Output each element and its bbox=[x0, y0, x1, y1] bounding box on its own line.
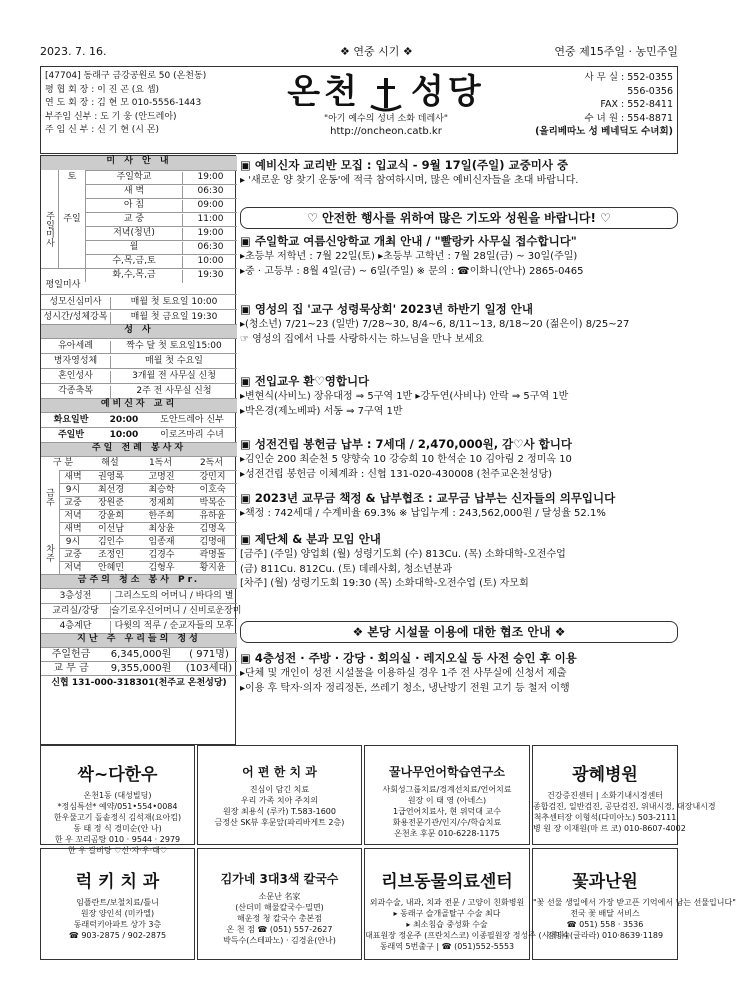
server-cell: 황지윤 bbox=[199, 563, 226, 573]
ad-line: 한 우 갈비탕 ♡신·자·우·대♡ bbox=[67, 845, 168, 855]
info-value: 짝수 달 첫 토요일15:00 bbox=[126, 341, 222, 351]
server-cell: 9시 bbox=[65, 485, 81, 495]
ad-line: 동래역 5번출구 | ☎ (051)552-5553 bbox=[379, 941, 515, 951]
header-bar bbox=[40, 44, 678, 66]
officer-line: 평 협 회 장 : 이 진 곤 (요 셉) bbox=[45, 84, 160, 95]
ad-line: ☎ 903-2875 / 902-2875 bbox=[68, 930, 167, 940]
ad-box[interactable] bbox=[532, 848, 736, 960]
info-value: 매월 첫 금요일 19:30 bbox=[130, 312, 218, 322]
ad-line: 소문난 名家 bbox=[258, 891, 301, 901]
server-cell: 강민지 bbox=[199, 472, 226, 482]
sunday-label: 주일 bbox=[63, 214, 81, 224]
server-cell: 김인수 bbox=[97, 537, 125, 547]
info-label: 교리실/강당 bbox=[41, 606, 111, 619]
server-cell: 김명애 bbox=[199, 537, 226, 547]
ad-title: 김가네 3대3색 칼국수 bbox=[220, 872, 339, 886]
offering-row bbox=[41, 647, 237, 661]
offering-label: 주일헌금 bbox=[51, 649, 91, 660]
ad-line: "꽃 선물 생일에서 가장 받고픈 기억에서 남는 선물입니다" bbox=[533, 897, 736, 907]
ad-line: 금정산 SK뷰 후문앞(파리바게트 2층) bbox=[214, 817, 345, 827]
server-cell: 장원준 bbox=[97, 498, 125, 508]
server-cell: 곽명돌 bbox=[199, 550, 226, 560]
class-teacher: 이로즈마리 수녀 bbox=[160, 430, 224, 440]
ad-box[interactable] bbox=[197, 848, 362, 960]
notice-banner: ❖ 본당 시설물 이용에 대한 협조 안내 ❖ bbox=[240, 621, 678, 643]
notice-heading: ▣ 영성의 집 '교구 성령묵상회' 2023년 하반기 일정 안내 bbox=[240, 302, 534, 316]
mass-time: 11:00 bbox=[182, 214, 238, 227]
section-title: 주일 전례 봉사자 bbox=[41, 442, 237, 456]
server-cell: 한주희 bbox=[148, 511, 175, 521]
notice-line: ▸초등부 저학년 : 7월 22일(토) ▸초등부 고학년 : 7월 28일(금) ~ 30일(주일) bbox=[240, 251, 578, 263]
notice-line: ▸책정 : 742세대 / 수계비율 69.3% ※ 납입누계 : 243,562,000원 / 달성율 52.1% bbox=[240, 508, 606, 520]
server-cell: 유하윤 bbox=[199, 511, 226, 521]
section-title: 성 사 bbox=[41, 324, 237, 338]
ad-title: 광혜병원 bbox=[572, 765, 638, 785]
ad-line: 우리 가족 치아 주치의 bbox=[240, 795, 319, 805]
parish-logo bbox=[256, 71, 516, 149]
info-label: 성시간/성체강복 bbox=[41, 312, 111, 325]
mass-name: 주일학교 bbox=[116, 172, 152, 182]
notice-line: ▸박은경(제노베파) 서동 ⇒ 7구역 1반 bbox=[240, 405, 403, 417]
server-cell: 저녁 bbox=[64, 511, 82, 521]
server-cell: 새벽 bbox=[64, 524, 82, 534]
info-label: 성모신심미사 bbox=[41, 297, 111, 310]
server-cell: 저녁 bbox=[64, 563, 82, 573]
mass-time: 19:00 bbox=[182, 172, 238, 185]
mass-row bbox=[85, 184, 237, 198]
class-teacher: 도안드레아 신부 bbox=[160, 415, 224, 425]
mass-name: 화,수,목,금 bbox=[112, 270, 156, 280]
sunday-mass-label: 주일미사 bbox=[41, 170, 59, 268]
contact-info bbox=[513, 71, 673, 139]
info-label: 유아세례 bbox=[41, 341, 111, 354]
server-cell: 교중 bbox=[64, 498, 82, 508]
mass-name: 교 중 bbox=[123, 214, 145, 224]
ad-line: 한 우 꼬리곰탕 010 · 9544 · 2979 bbox=[54, 834, 181, 844]
cross-icon bbox=[369, 76, 403, 112]
mass-time: 06:30 bbox=[182, 242, 238, 255]
contact-line: (올리베따노 성 베네딕도 수녀회) bbox=[535, 126, 673, 137]
mass-time: 06:30 bbox=[182, 186, 238, 199]
info-row bbox=[41, 603, 242, 618]
server-row bbox=[59, 496, 237, 509]
ad-line: 외과수술, 내과, 치과 전문 / 고양이 친화병원 bbox=[369, 897, 525, 907]
notice-heading: ▣ 2023년 교무금 책정 & 납부협조 : 교무금 납부는 신자들의 의무입니다 bbox=[240, 491, 616, 505]
ad-line: 동래럭키아파트 상가 3층 bbox=[73, 919, 162, 929]
server-cell: 교중 bbox=[64, 550, 82, 560]
issue-date: 2023. 7. 16. bbox=[40, 45, 107, 58]
server-cell: 김명옥 bbox=[199, 524, 226, 534]
offering-amount: 6,345,000원 bbox=[110, 649, 172, 660]
section-title: 예비신자 교리 bbox=[41, 398, 237, 412]
liturgical-season: ❖ 연중 시기 ❖ bbox=[340, 45, 413, 58]
notice-heading: ▣ 4층성전 · 주방 · 강당 · 회의실 · 레지오실 등 사전 승인 후 이용 bbox=[240, 651, 577, 665]
ad-line: 원장 이 태 영 (아녜스) bbox=[407, 795, 487, 805]
saturday-label: 토 bbox=[67, 172, 77, 182]
logo-slogan: "아기 예수의 성녀 소화 데레사" bbox=[323, 114, 449, 125]
ad-title: 꿀나무언어학습연구소 bbox=[389, 765, 505, 779]
ad-line: 온 천 점 ☎ (051) 557-2627 bbox=[226, 924, 333, 934]
officer-line: 부주임 신부 : 도 기 웅 (안드레아) bbox=[45, 111, 177, 122]
info-label: 4층계단 bbox=[41, 621, 111, 634]
ad-line: (산더미 해물칼국수·밀면) bbox=[235, 902, 324, 912]
server-cell: 임종재 bbox=[148, 537, 175, 547]
notice-line: ▸ '새로운 양 찾기 운동'에 적극 참여하시며, 많은 예비신자들을 초대 바랍니다. bbox=[240, 175, 579, 187]
info-row bbox=[41, 353, 237, 368]
ad-line: 병 원 장 이재원(마 르 코) 010-8607-4002 bbox=[533, 823, 686, 833]
notice-line: ☞ 영성의 집에서 나를 사랑하시는 하느님을 만나 보세요 bbox=[240, 333, 484, 345]
notice-heading: ▣ 예비신자 교리반 모집 : 입교식 - 9월 17일(주일) 교중미사 중 bbox=[240, 158, 569, 172]
mass-row bbox=[85, 254, 237, 268]
info-row bbox=[41, 618, 237, 633]
notice-heading: ▣ 전입교우 환♡영합니다 bbox=[240, 374, 370, 388]
section-title: 금주의 청소 봉사 Pr. bbox=[41, 574, 237, 588]
schedule-table bbox=[40, 155, 242, 745]
ad-line: 동 태 정 식 경미순(안 나) bbox=[73, 823, 162, 833]
notice-line: ▸김인순 200 최순천 5 양향숙 10 강승희 10 한석순 10 김아림 2 정미옥 10 bbox=[240, 454, 572, 466]
mass-row bbox=[85, 170, 237, 184]
server-cell: 정재희 bbox=[148, 498, 175, 508]
class-time: 20:00 bbox=[109, 415, 139, 425]
mass-row bbox=[85, 212, 237, 226]
servers-head bbox=[41, 456, 237, 470]
ad-line: 척추센터장 이형석(다미아노) 503-2111 bbox=[533, 812, 677, 822]
server-cell: 박복순 bbox=[199, 498, 226, 508]
ad-title: 싹~다한우 bbox=[77, 765, 158, 785]
address-line: [47704] 동래구 금강공원로 50 (온천동) bbox=[45, 71, 207, 81]
contact-line: 수 녀 원 : 554-8871 bbox=[584, 112, 673, 124]
mass-name: 저녁(청년) bbox=[113, 228, 155, 238]
notice-item bbox=[240, 159, 678, 187]
officer-line: 연 도 회 장 : 김 현 모 010-5556-1443 bbox=[45, 98, 202, 108]
ad-line: *정심특선* 예약/051•554•0084 bbox=[57, 801, 178, 811]
info-label: 각종축복 bbox=[41, 386, 111, 399]
ad-box[interactable] bbox=[40, 745, 195, 855]
info-value: 2주 전 사무실 신청 bbox=[136, 386, 212, 396]
contact-line: 556-0356 bbox=[627, 85, 673, 97]
ad-line: ☎ 051) 558 · 3536 bbox=[566, 919, 644, 929]
offering-amount: 9,355,000원 bbox=[110, 663, 172, 674]
ad-line: 임플란트/보철치료/틀니 bbox=[76, 897, 159, 907]
info-value: 다윗의 적루 / 순교자들의 모후 bbox=[114, 621, 234, 631]
info-value: 3개월 전 사무실 신청 bbox=[132, 371, 216, 381]
notice-line: ▸중 · 고등부 : 8월 4일(금) ~ 6일(주일) ※ 문의 : ☎이화니(안나) 2865-0465 bbox=[240, 265, 584, 277]
section-title: 지난 주 우리들의 정성 bbox=[41, 633, 237, 647]
ad-line: 해운정 청 칼국수 총본점 bbox=[237, 913, 322, 923]
class-name: 화요일반 bbox=[53, 415, 89, 425]
officer-line: 주 임 신 부 : 신 기 현 (시 몬) bbox=[45, 125, 160, 135]
notice-banner: ♡ 안전한 행사를 위하여 많은 기도와 성원을 바랍니다! ♡ bbox=[240, 207, 678, 229]
notice-item bbox=[240, 303, 678, 345]
info-label: 병자영성체 bbox=[41, 356, 111, 369]
info-row bbox=[41, 294, 237, 309]
server-cell: 강윤희 bbox=[97, 511, 125, 521]
server-cell: 안혜민 bbox=[97, 563, 125, 573]
ad-title: 꽃과난원 bbox=[572, 872, 638, 892]
server-row bbox=[59, 509, 237, 522]
notice-line: ▸단체 및 개인이 성전 시설물을 이용하실 경우 1주 전 사무실에 신청서 제출 bbox=[240, 668, 567, 680]
catechism-row bbox=[41, 412, 237, 427]
server-row bbox=[59, 470, 237, 483]
notice-item bbox=[240, 652, 678, 694]
parish-url[interactable]: http://oncheon.catb.kr bbox=[330, 126, 442, 138]
ad-line: 전국 꽃 배달 서비스 bbox=[570, 908, 640, 918]
ad-line: 종합검진, 일반검진, 공단검진, 위내시경, 대장내시경 bbox=[533, 801, 716, 811]
ad-title: 리브동물의료센터 bbox=[381, 872, 513, 892]
contact-line: FAX : 552-8411 bbox=[600, 99, 673, 110]
server-row bbox=[59, 483, 237, 496]
notice-line: [금주] (주일) 양업회 (월) 성령기도회 (수) 813Cu. (목) 소화대학-오전수업 bbox=[240, 549, 566, 561]
info-value: 그리스도의 어머니 / 바다의 별 bbox=[114, 591, 234, 601]
mass-title: 미 사 안 내 bbox=[41, 156, 237, 170]
notice-line: [차주] (월) 성령기도회 19:30 (목) 소화대학-오전수업 (토) 자모회 bbox=[240, 578, 529, 590]
mass-name: 월 bbox=[129, 242, 139, 252]
ad-line: 원장 양인석 (미카엘) bbox=[80, 908, 155, 918]
mass-row bbox=[85, 198, 237, 212]
logo-title-right: 성당 bbox=[411, 72, 485, 112]
server-cell: 최선경 bbox=[97, 485, 125, 495]
ad-line: ▸ 동래구 슬개골탈구 수술 최다 bbox=[393, 908, 501, 918]
server-row bbox=[59, 535, 237, 548]
notice-item bbox=[240, 375, 678, 417]
server-row bbox=[59, 548, 237, 561]
notice-heading: ▣ 주일학교 여름신앙학교 개최 안내 / "빨랑카 사무실 접수합니다" bbox=[240, 234, 577, 248]
servers-col-head: 2독서 bbox=[199, 458, 224, 468]
info-row bbox=[41, 309, 237, 324]
this-week-label: 금주 bbox=[44, 488, 54, 506]
mass-time: 10:00 bbox=[182, 256, 238, 269]
server-cell: 김형우 bbox=[148, 563, 175, 573]
bank-account: 신협 131-000-318301(천주교 온천성당) bbox=[41, 675, 237, 691]
offering-label: 교 무 금 bbox=[53, 663, 89, 674]
notice-item bbox=[240, 533, 678, 590]
notice-line: ▸변현식(사비노) 장유대정 ⇒ 5구역 1반 ▸강두연(사비나) 안락 ⇒ 5구역 1반 bbox=[240, 391, 569, 403]
ad-line: 건강증진센터 | 소화기내시경센터 bbox=[547, 790, 663, 800]
server-cell: 김경수 bbox=[148, 550, 175, 560]
ad-line: 김명숙(글라라) 010·8639·1189 bbox=[546, 930, 664, 940]
mass-name: 새 벽 bbox=[123, 186, 145, 196]
info-label: 3층성전 bbox=[41, 591, 111, 604]
logo-title-left: 온천 bbox=[287, 72, 361, 112]
notice-heading: ▣ 제단체 & 분과 모임 안내 bbox=[240, 532, 381, 546]
notice-item bbox=[240, 235, 678, 277]
ad-line: 진심이 담긴 치료 bbox=[249, 784, 310, 794]
ad-title: 럭 키 치 과 bbox=[75, 872, 160, 892]
ad-line: 원장 최용식 (루카) T.583-1600 bbox=[223, 806, 336, 816]
offering-count: (103세대) bbox=[185, 663, 233, 674]
info-value: 매월 첫 수요일 bbox=[145, 356, 203, 366]
notice-line: ▸이용 후 탁자·의자 정리정돈, 쓰레기 청소, 냉난방기 전원 고기 등 철저 이행 bbox=[240, 682, 570, 694]
info-row bbox=[41, 588, 237, 603]
class-name: 주일반 bbox=[57, 430, 85, 440]
servers-col-head: 해설 bbox=[101, 458, 119, 468]
server-cell: 권영록 bbox=[97, 472, 125, 482]
catechism-row bbox=[41, 427, 237, 442]
ad-line: 한우물고기 돌솥정식 김석재(요아킴) bbox=[53, 812, 182, 822]
parish-officers bbox=[45, 70, 245, 138]
ad-box[interactable] bbox=[364, 848, 568, 960]
info-label: 혼인성사 bbox=[41, 371, 111, 384]
mass-row bbox=[85, 268, 237, 282]
ad-box[interactable] bbox=[197, 745, 362, 845]
server-cell: 9시 bbox=[65, 537, 81, 547]
next-week-label: 차주 bbox=[44, 544, 54, 562]
ad-box[interactable] bbox=[364, 745, 530, 845]
notice-item bbox=[240, 492, 678, 520]
info-value: 슬기로우신어머니 / 신비로운장미 bbox=[111, 606, 242, 616]
notice-line: ▸성전건립 봉헌금 이체계좌 : 신협 131-020-430008 (천주교온천성당) bbox=[240, 468, 553, 480]
offering-row bbox=[41, 661, 237, 675]
server-cell: 새벽 bbox=[64, 472, 82, 482]
mass-time: 09:00 bbox=[182, 200, 238, 213]
info-value: 매월 첫 토요일 10:00 bbox=[130, 297, 218, 307]
server-cell: 고명진 bbox=[148, 472, 175, 482]
ad-line: 온천1동 (대성빌딩) bbox=[83, 790, 152, 800]
server-cell: 이선남 bbox=[97, 524, 125, 534]
ad-line: 온천초 후문 010-6228-1175 bbox=[394, 828, 500, 838]
server-cell: 이호숙 bbox=[199, 485, 226, 495]
ad-title: 어 편 한 치 과 bbox=[242, 765, 317, 779]
ad-line: 사회성그룹치료/경계선치료/언어치료 bbox=[382, 784, 512, 794]
ad-line: ▸ 최소침습 중성화 수술 bbox=[406, 919, 488, 929]
server-row bbox=[59, 522, 237, 535]
offering-count: ( 971명) bbox=[189, 649, 229, 660]
servers-col-head: 1독서 bbox=[148, 458, 173, 468]
mass-row bbox=[85, 226, 237, 240]
notices-area bbox=[240, 155, 678, 745]
masthead bbox=[40, 66, 678, 154]
servers-col-head: 구 분 bbox=[52, 458, 74, 468]
ad-box[interactable] bbox=[532, 745, 716, 845]
mass-time: 19:00 bbox=[182, 228, 238, 241]
server-row bbox=[59, 561, 237, 574]
mass-name: 수,목,금,토 bbox=[112, 256, 156, 266]
server-cell: 조정인 bbox=[97, 550, 125, 560]
contact-line: 사 무 실 : 552-0355 bbox=[584, 72, 673, 83]
mass-time: 19:30 bbox=[182, 270, 238, 283]
server-cell: 최상윤 bbox=[148, 524, 175, 534]
notice-heading: ▣ 성전건립 봉헌금 납부 : 7세대 / 2,470,000원, 감♡사 합니다 bbox=[240, 437, 572, 451]
mass-name: 아 침 bbox=[123, 200, 145, 210]
sunday-title: 연중 제15주일 · 농민주일 bbox=[554, 45, 678, 58]
notice-item bbox=[240, 438, 678, 480]
notice-line: ▸(청소년) 7/21~23 (일반) 7/28~30, 8/4~6, 8/11~13, 8/18~20 (젊은이) 8/25~27 bbox=[240, 319, 630, 331]
ad-box[interactable] bbox=[40, 848, 195, 960]
ad-line: 박득수(스테파노) · 김경윤(안나) bbox=[223, 935, 336, 945]
ad-line: 1급언어치료사, 현 위덕대 교수 bbox=[393, 806, 501, 816]
info-row bbox=[41, 368, 237, 383]
notice-line: (금) 811Cu. 812Cu. (토) 데레사회, 청소년분과 bbox=[240, 563, 453, 575]
ad-line: 화용전문기관/인지/수/학습치료 bbox=[392, 817, 502, 827]
info-row bbox=[41, 383, 237, 398]
info-row bbox=[41, 338, 237, 353]
mass-row bbox=[85, 240, 237, 254]
class-time: 10:00 bbox=[109, 430, 139, 440]
ad-line: 대표원장 정운주 (프란치스코) 이종필원장 정성주 (시에나) bbox=[365, 930, 568, 940]
server-cell: 최승학 bbox=[148, 485, 175, 495]
weekday-mass-label: 평일미사 bbox=[41, 268, 85, 312]
